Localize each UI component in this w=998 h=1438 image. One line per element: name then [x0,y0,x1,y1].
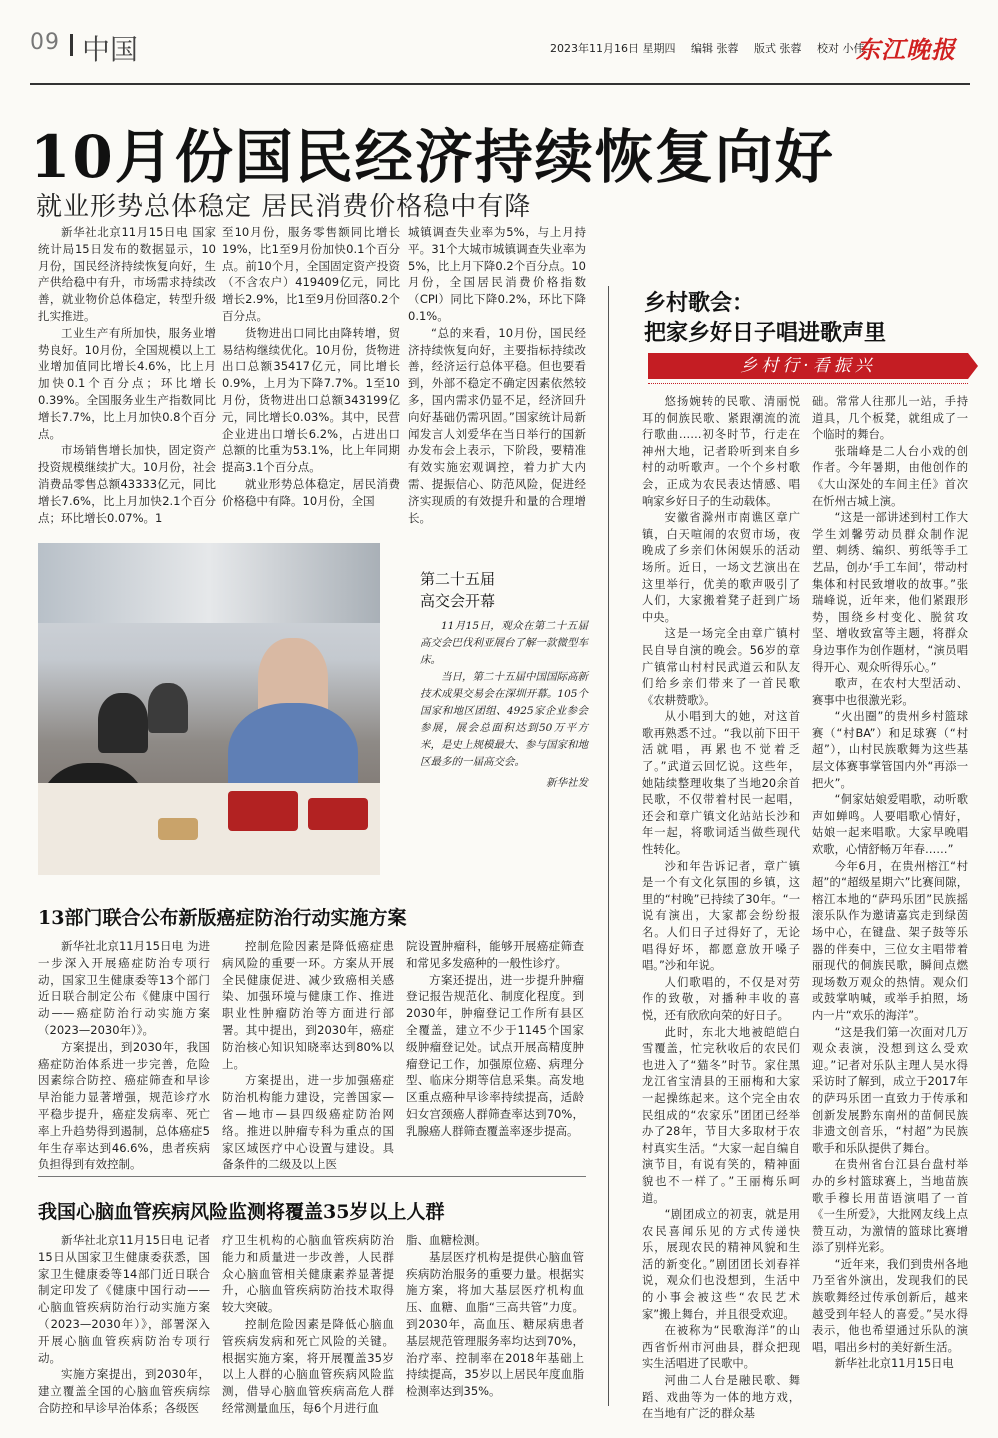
paragraph: 从小唱到大的她，对这首歌再熟悉不过。“我以前下田干活就唱，再累也不觉着乏了。”武道云回忆说。这些年，她陆续整理收集了当地20余首民歌，不仅带着村民一起唱，还会和章广镇文化站站长沙和年一起，将歌词适当做些现代性转化。 [642,710,800,857]
paragraph: 基层医疗机构是提供心脑血管疾病防治服务的重要力量。根据实施方案，将加大基层医疗机构血压、血糖、血脂“三高共管”力度。到2030年，高血压、糖尿病患者基层规范管理服务率均达到70%，治疗率、控制率在2018年基础上持续提高，35岁以上居民年度血脂检测率达到35%。 [406,1249,584,1399]
paragraph: 脂、血糖检测。 [406,1233,487,1247]
proof-credit: 校对 小伟 [817,42,865,55]
paragraph: 市场销售增长加快，固定资产投资规模继续扩大。10月份，社会消费品零售总额43333亿元，同比增长7.6%，比上月加快2.1个百分点；环比增长0.07%。1 [38,443,216,525]
photo-caption-body [420,618,588,771]
paragraph: 人们歌唱的，不仅是对劳作的致敬，对播种丰收的喜悦，还有欣欣向荣的好日子。 [642,975,800,1022]
paragraph: 张瑞峰是二人台小戏的创作者。今年暑期，由他创作的《大山深处的车间主任》首次在忻州古城上演。 [812,444,968,508]
paragraph: 础。常常人往那儿一站，手持道具，几个板凳，就组成了一个临时的舞台。 [812,395,968,442]
banner-dotted-rule [648,383,968,384]
layout-credit: 版式 张蓉 [754,42,802,55]
photo-spectator [148,683,188,733]
page-number: 09 [30,30,60,55]
caption-paragraph: 11月15日，观众在第二十五届高交会巴伐利亚展台了解一款微型车床。 [420,620,588,666]
paragraph: “这是我们第一次面对几万观众表演，没想到这么受欢迎。”记者对乐队主理人吴水得采访时了解到，成立于2017年的萨玛乐团一直致力于传承和创新发展黔东南州的苗侗民族非遗文创音乐，“村超”为民族歌手和乐队提供了舞台。 [812,1025,968,1155]
banner-arrow-icon [968,353,978,379]
newspaper-logo: 东江晚报 [856,35,956,64]
feature-column-1 [642,394,800,1421]
news-photo [38,543,380,875]
paragraph: “这是一部讲述到村工作大学生刘馨劳动员群众制作泥塑、刺绣、编织、剪纸等手工艺品，创办‘手工车间’，带动村集体和村民致增收的故事。”张瑞峰说，近年来，他们紧跟形势，围绕乡村变化、脱贫攻坚、增收致富等主题，将群众身边事作为创作题材，“演员唱得开心、观众听得乐心。” [812,511,968,674]
feature-title: 乡村歌会： 把家乡好日子唱进歌声里 [644,290,887,346]
lead-column-2 [222,224,400,534]
issue-date: 2023年11月16日 星期四 [550,42,676,55]
dateline: 新华社北京11月15日电 [834,1357,954,1371]
paragraph: 此时，东北大地被皑皑白雪覆盖，忙完秋收后的农民们也进入了“猫冬”时节。家住黑龙江省宝清县的王丽梅和大家一起操练起来。这个完全由农民组成的“农家乐”团团已经举办了28年，节目大多取材于农村真实生活。“大家一起自编自演节目，有说有笑的，精神面貌也不一样了。”王丽梅乐呵道。 [642,1025,800,1205]
paragraph: 就业形势总体稳定，居民消费价格稳中有降。10月份，全国 [222,476,400,508]
paragraph: 工业生产有所加快，服务业增势良好。10月份，全国规模以上工业增加值同比增长4.6%，比上月加快0.1个百分点；环比增长0.39%。全国服务业生产指数同比增长7.7%，比上月加快0.8个百分点。 [38,325,216,441]
paragraph: “总的来看，10月份，国民经济持续恢复向好，主要指标持续改善，经济运行总体平稳。但也要看到，外部不稳定不确定因素依然较多，国内需求仍显不足，经济回升向好基础仍需巩固。”国家统计局新闻发言人刘爱华在当日举行的国新办发布会上表示，下阶段，要精准有效实施宏观调控，着力扩大内需、提振信心、防范风险，促进经济实现质的有效提升和量的合理增长。 [408,325,586,525]
article2-title: 13部门联合公布新版癌症防治行动实施方案 [38,907,407,929]
section-name: 中国 [82,33,139,66]
paragraph: 方案还提出，进一步提升肿瘤登记报告规范化、制度化程度。到2030年，肿瘤登记工作所有县区全覆盖，建立不少于1145个国家级肿瘤登记处。试点开展高精度肿瘤登记工作，加强原位癌、病理分型、临床分期等信息采集。高发地区重点癌种早诊率持续提高，适龄妇女宫颈癌人群筛查率达到70%，乳腺癌人群筛查覆盖率逐步提高。 [406,972,584,1138]
paragraph: 新华社北京11月15日电 国家统计局15日发布的数据显示，10月份，国民经济持续恢复向好，生产供给稳中有升，市场需求持续改善，就业物价总体稳定，转型升级扎实推进。 [38,225,216,323]
paragraph: 至10月份，服务零售额同比增长19%，比1至9月份加快0.1个百分点。前10个月，全国固定资产投资（不含农户）419409亿元，同比增长2.9%，比1至9月份回落0.2个百分点。 [222,225,400,323]
photo-lathe [228,791,298,831]
photo-wood-piece [158,818,198,840]
paragraph: “剧团成立的初衷，就是用农民喜闻乐见的方式传递快乐，展现农民的精神风貌和生活的新变化。”剧团团长刘春祥说，观众们也没想到，生活中的小事会被这些“农民艺术家”搬上舞台，并且很受欢迎。 [642,1208,800,1321]
article2-column-3 [406,938,584,1160]
article3-column-1 [38,1232,210,1415]
caption-paragraph: 当日，第二十五届中国国际高新技术成果交易会在深圳开幕。105个国家和地区团组、4925家企业参会参展，展会总面积达到50万平方米，是史上规模最大、参与国家和地区最多的一届高交会。 [420,671,588,768]
paragraph: 控制危险因素是降低心脑血管疾病发病和死亡风险的关键。根据实施方案，将开展覆盖35岁以上人群的心脑血管疾病风险监测，借导心脑血管疾病高危人群经常测量血压，每6个月进行血 [222,1316,394,1415]
paragraph: 歌声，在农村大型活动、赛事中也很激光彩。 [812,677,968,707]
article3-column-2 [222,1232,394,1415]
paragraph: 方案提出，到2030年，我国癌症防治体系进一步完善，危险因素综合防控、癌症筛查和早诊早治能力显著增强，规范诊疗水平稳步提升，癌症发病率、死亡率上升趋势得到遏制，总体癌症5年生存率达到46.6%，患者疾病负担得到有效控制。 [38,1039,210,1172]
paragraph: 城镇调查失业率为5%，与上月持平。31个大城市城镇调查失业率为5%，比上月下降0.2个百分点。10月份，全国居民消费价格指数（CPI）同比下降0.2%，环比下降0.1%。 [408,225,586,323]
paragraph: 今年6月，在贵州榕江“村超”的“超级星期六”比赛间隙，榕江本地的“萨玛乐团”民族摇滚乐队作为邀请嘉宾走到绿茵场中心，在键盘、架子鼓等乐器的伴奏中，三位女主唱带着丽现代的侗族民歌，瞬间点燃现场数万观众的热情。观众们或鼓掌呐喊，或举手拍照，场内一片“欢乐的海洋”。 [812,859,968,1022]
paragraph: 实施方案提出，到2030年，建立覆盖全国的心脑血管疾病综合防控和早诊早治体系；各级医 [38,1367,210,1415]
lead-column-3 [408,224,586,534]
paragraph: 疗卫生机构的心脑血管疾病防治能力和质量进一步改善，人民群众心脑血管相关健康素养显著提升，心脑血管疾病防治技术取得较大突破。 [222,1233,394,1315]
lead-column-1 [38,224,216,534]
paragraph: 新华社北京11月15日电 记者15日从国家卫生健康委获悉，国家卫生健康委等14部门近日联合制定印发了《健康中国行动——心脑血管疾病防治行动实施方案（2023—2030年）》，部署深入开展心脑血管疾病防治专项行动。 [38,1233,210,1365]
photo-lathe [308,798,368,830]
section-divider [70,34,73,56]
article2-column-1 [38,938,210,1172]
article3-column-3 [406,1232,584,1408]
photo-caption-title: 第二十五届 高交会开幕 [420,570,496,610]
paragraph: “侗家姑娘爱唱歌，动听歌声如蝉鸣。人要唱歌心情好，姑娘一起来唱歌。大家早晚唱欢歌，心情舒畅万年春……” [812,793,968,857]
paragraph: 河曲二人台是融民歌、舞蹈、戏曲等为一体的地方戏，在当地有广泛的群众基 [642,1374,800,1421]
article2-column-2 [222,938,394,1172]
feature-banner-text: 乡村行·看振兴 [740,356,876,376]
photo-background-shelf [38,543,380,623]
paragraph: 方案提出，进一步加强癌症防治机构能力建设，完善国家—省—地市—县四级癌症防治网络。推进以肿瘤专科为重点的国家区域医疗中心设置与建设。具备条件的二级及以上医 [222,1073,394,1172]
article3-title: 我国心脑血管疾病风险监测将覆盖35岁以上人群 [38,1201,445,1223]
article-divider [38,1176,586,1177]
paragraph: 在被称为“民歌海洋”的山西省忻州市河曲县，群众把现实生活唱进了民歌中。 [642,1324,800,1371]
paragraph: 新华社北京11月15日电 为进一步深入开展癌症防治专项行动，国家卫生健康委等13个部门近日联合制定公布《健康中国行动——癌症防治行动实施方案（2023—2030年）》。 [38,939,210,1037]
editor-credit: 编辑 张蓉 [691,42,739,55]
paragraph: 安徽省滁州市南谯区章广镇，白天喧闹的农贸市场，夜晚成了乡亲们休闲娱乐的活动场所。近日，一场文艺演出在这里举行，优美的歌声吸引了人们，大家搬着凳子赶到广场中央。 [642,511,800,624]
feature-column-2 [812,394,968,1409]
paragraph: 控制危险因素是降低癌症患病风险的重要一环。方案从开展全民健康促进、减少致癌相关感染、加强环境与健康工作、推进职业性肿瘤防治等方面进行部署。其中提出，到2030年，癌症防治核心知识知晓率达到80%以上。 [222,939,394,1071]
header-rule [30,83,970,85]
paragraph: 这是一场完全由章广镇村民自导自演的晚会。56岁的章广镇常山村村民武道云和队友们给乡亲们带来了一首民歌《农耕赞歌》。 [642,627,800,707]
feature-banner [648,353,968,379]
paragraph: 沙和年告诉记者，章广镇是一个有文化氛围的乡镇，这里的“村晚”已持续了30年。“一说有演出，大家都会纷纷报名。人们日子过得好了，无论唱得好坏，都愿意放开嗓子唱。”沙和年说。 [642,859,800,973]
page-header [30,30,970,90]
main-headline: 10月份国民经济持续恢复向好 [30,123,835,191]
photo-credit: 新华社发 [546,777,588,789]
paragraph: “火出圈”的贵州乡村篮球赛（“村BA”）和足球赛（“村超”），山村民族歌舞为这些基层文体赛事掌管国内外“再添一把火”。 [812,710,968,790]
photo-caption [420,568,588,790]
main-subheadline: 就业形势总体稳定 居民消费价格稳中有降 [36,192,532,222]
paragraph: 悠扬婉转的民歌、清丽悦耳的侗族民歌、紧跟潮流的流行歌曲……初冬时节，行走在神州大地，记者聆听到来自乡村的动听歌声。一个个乡村歌会，正成为农民表达情感、唱响家乡好日子的生动载体。 [642,395,800,508]
photo-spectator [98,693,148,753]
paragraph: 院设置肿瘤科，能够开展癌症筛查和常见多发癌种的一般性诊疗。 [406,939,584,970]
paragraph: 在贵州省台江县台盘村举办的乡村篮球赛上，当地苗族歌手穆长用苗语演唱了一首《一生所爱》，大批网友线上点赞互动，为激情的篮球比赛增添了别样光彩。 [812,1158,968,1255]
header-meta [550,40,877,56]
paragraph: “近年来，我们到贵州各地乃至省外演出，发现我们的民族歌舞经过传承创新后，越来越受到年轻人的喜爱。”吴水得表示，他也希望通过乐队的演唱，唱出乡村的美好新生活。 [812,1257,968,1354]
paragraph: 货物进出口同比由降转增，贸易结构继续优化。10月份，货物进出口总额35417亿元，同比增长0.9%，上月为下降7.7%。1至10月份，货物进出口总额343199亿元，同比增长0.03%。其中，民营企业进出口增长6.2%，占进出口总额的比重为53.1%，比上年同期提高3.1个百分点。 [222,325,400,475]
